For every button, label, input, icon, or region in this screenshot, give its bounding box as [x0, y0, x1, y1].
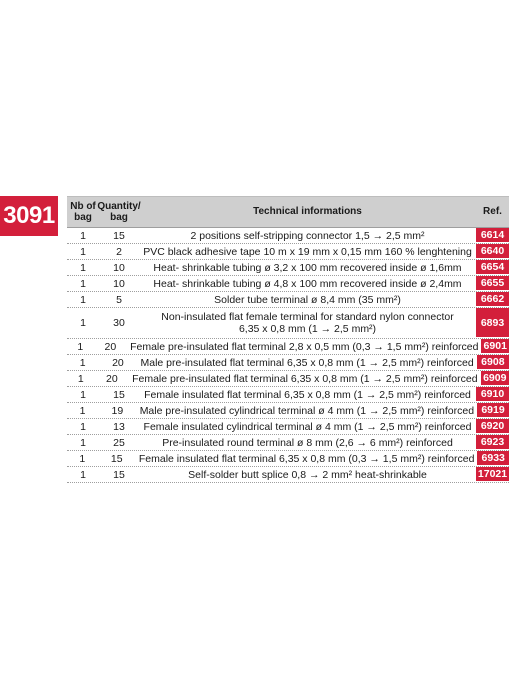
cell-ref: 17021	[477, 468, 508, 480]
table-header	[67, 197, 509, 228]
cell-ref: 6662	[476, 292, 509, 307]
cell-desc: Solder tube terminal ø 8,4 mm (35 mm²)	[214, 293, 401, 306]
table-row	[67, 308, 509, 339]
header-quantity-per-bag	[99, 197, 139, 227]
cell-ref: 6655	[476, 276, 509, 291]
table-row	[67, 419, 509, 435]
cell-nb: 1	[79, 356, 86, 369]
cell-desc: Male pre-insulated flat terminal 6,35 x 0,8 mm (1 → 2,5 mm²) reinforced	[140, 356, 474, 369]
cell-qty: 10	[113, 261, 125, 274]
table-row	[67, 244, 509, 260]
cell-qty: 30	[113, 317, 125, 329]
cell-ref: 6640	[476, 244, 509, 259]
cell-desc: Female pre-insulated flat terminal 2,8 x 0,5 mm (0,3 → 1,5 mm²) reinforced	[130, 340, 479, 353]
table-row	[67, 260, 509, 276]
cell-desc	[139, 308, 476, 338]
header-nb-line1: Nb of	[70, 201, 96, 212]
cell-ref: 6923	[476, 435, 509, 450]
cell-qty: 25	[113, 436, 125, 449]
cell-nb: 1	[80, 229, 86, 242]
cell-nb: 1	[80, 388, 86, 401]
cell-desc: Heat- shrinkable tubing ø 4,8 x 100 mm recovered inside ø 2,4mm	[153, 277, 462, 290]
cell-nb: 1	[80, 468, 86, 481]
cell-qty: 15	[113, 229, 125, 242]
table-row	[67, 276, 509, 292]
table-row	[67, 355, 509, 371]
cell-qty: 20	[104, 340, 117, 353]
product-code-badge: 3091	[0, 196, 58, 236]
cell-nb: 1	[80, 317, 86, 329]
cell-ref: 6893	[476, 308, 509, 338]
cell-qty: 15	[113, 388, 125, 401]
cell-desc: Female insulated cylindrical terminal ø 4 mm (1 → 2,5 mm²) reinforced	[143, 420, 472, 433]
cell-ref: 6614	[476, 228, 509, 243]
cell-nb: 1	[80, 293, 86, 306]
cell-desc-line2: 6,35 x 0,8 mm (1 → 2,5 mm²)	[238, 323, 377, 335]
cell-desc: Self-solder butt splice 0,8 → 2 mm² heat-shrinkable	[188, 468, 427, 481]
cell-desc-line1: Non-insulated flat female terminal for standard nylon connector	[161, 311, 454, 323]
cell-desc: Female insulated flat terminal 6,35 x 0,8 mm (1 → 2,5 mm²) reinforced	[144, 388, 471, 401]
table-row	[67, 228, 509, 244]
cell-qty: 2	[116, 245, 122, 258]
header-qty-line2: bag	[110, 212, 128, 223]
cell-nb: 1	[80, 245, 86, 258]
table-row	[67, 387, 509, 403]
table-row	[67, 292, 509, 308]
cell-ref: 6920	[476, 419, 509, 434]
cell-nb: 1	[80, 436, 86, 449]
cell-ref: 6654	[476, 260, 509, 275]
cell-nb: 1	[79, 452, 86, 465]
header-nb-of-bag	[67, 197, 99, 227]
cell-ref: 6909	[481, 371, 509, 386]
cell-nb: 1	[79, 404, 86, 417]
header-qty-line1: Quantity/	[97, 201, 141, 212]
table-row	[67, 371, 509, 387]
cell-qty: 15	[113, 468, 125, 481]
cell-qty: 13	[113, 420, 125, 433]
cell-nb: 1	[80, 261, 86, 274]
cell-qty: 10	[113, 277, 125, 290]
table-row	[67, 339, 509, 355]
cell-nb: 1	[77, 340, 84, 353]
cell-desc: Female pre-insulated flat terminal 6,35 x 0,8 mm (1 → 2,5 mm²) reinforced	[132, 372, 478, 385]
cell-ref: 6919	[477, 403, 509, 418]
cell-nb: 1	[80, 277, 86, 290]
cell-ref: 6908	[477, 355, 509, 370]
cell-desc: Female insulated flat terminal 6,35 x 0,8 mm (0,3 → 1,5 mm²) reinforced	[138, 452, 475, 465]
header-nb-line2: bag	[74, 212, 92, 223]
cell-ref: 6910	[476, 387, 509, 402]
cell-qty: 5	[116, 293, 122, 306]
cell-desc: Heat- shrinkable tubing ø 3,2 x 100 mm recovered inside ø 1,6mm	[153, 261, 462, 274]
table-row	[67, 467, 509, 483]
table-row	[67, 403, 509, 419]
cell-qty: 15	[110, 452, 123, 465]
header-ref: Ref.	[483, 206, 502, 217]
table-row	[67, 435, 509, 451]
product-table	[67, 196, 509, 483]
cell-ref: 6901	[481, 339, 509, 354]
cell-qty: 20	[112, 356, 124, 369]
cell-desc: Male pre-insulated cylindrical terminal ø 4 mm (1 → 2,5 mm²) reinforced	[139, 404, 475, 417]
cell-desc: PVC black adhesive tape 10 m x 19 mm x 0,15 mm 160 % lenghtening	[143, 245, 472, 258]
cell-ref: 6933	[477, 451, 509, 466]
header-technical-informations: Technical informations	[253, 206, 362, 217]
table-row	[67, 451, 509, 467]
cell-desc: 2 positions self-stripping connector 1,5 → 2,5 mm²	[190, 229, 425, 242]
cell-nb: 1	[77, 372, 84, 385]
cell-qty: 20	[105, 372, 118, 385]
cell-qty: 19	[111, 404, 124, 417]
cell-nb: 1	[80, 420, 86, 433]
cell-desc: Pre-insulated round terminal ø 8 mm (2,6 → 6 mm²) reinforced	[162, 436, 453, 449]
